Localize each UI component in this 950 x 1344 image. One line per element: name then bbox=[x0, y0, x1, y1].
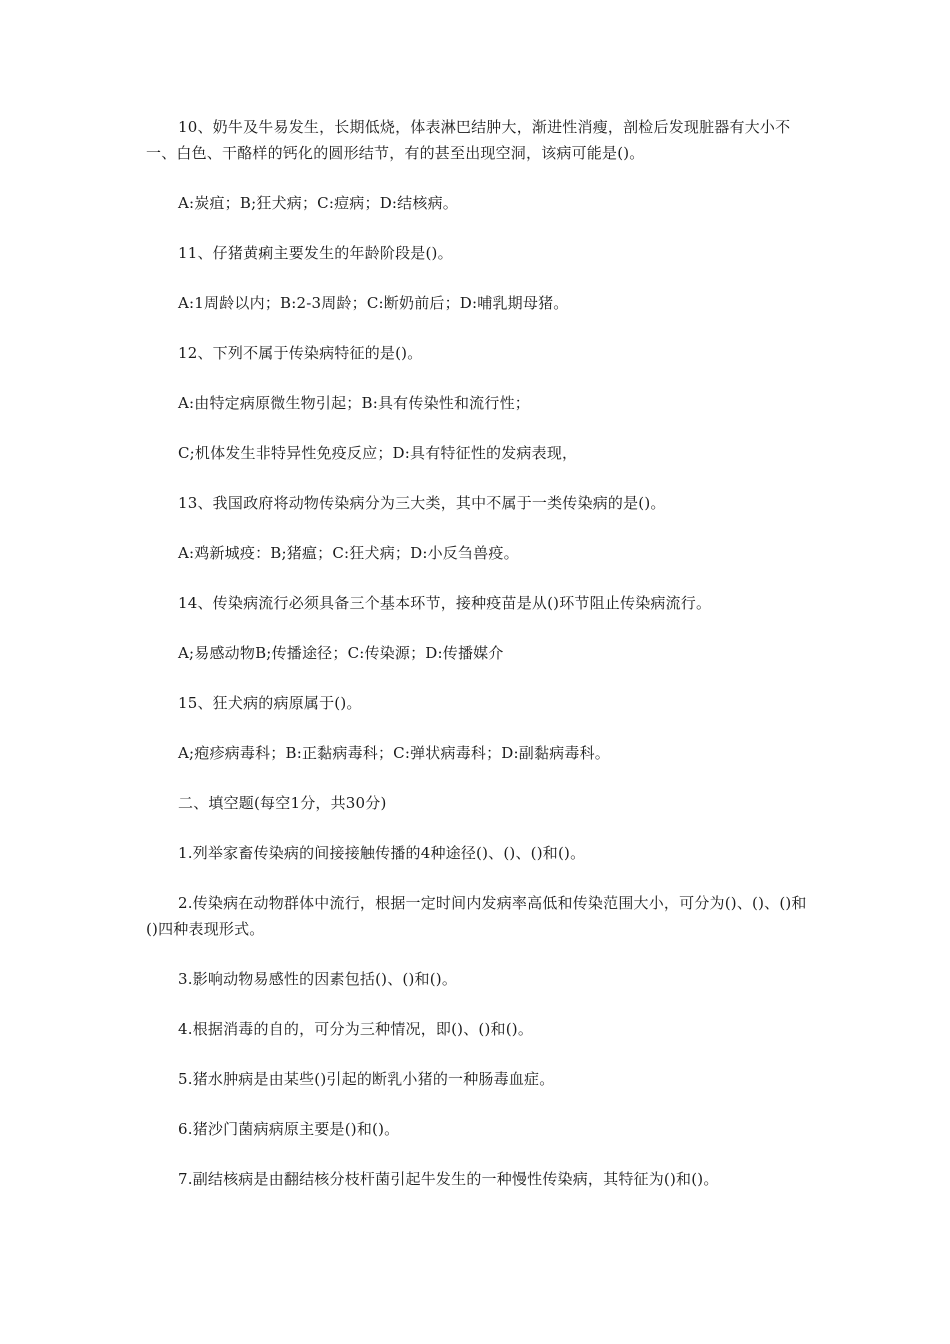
question-12-options-cd: C;机体发生非特异性免疫反应；D:具有特征性的发病表现， bbox=[178, 444, 578, 462]
question-12-stem: 12、下列不属于传染病特征的是()。 bbox=[178, 344, 423, 362]
question-10-stem: 10、奶牛及牛易发生，长期低烧，体表淋巴结肿大，渐进性消瘦，剖检后发现脏器有大小不一、白色、干酪样的钙化的圆形结节，有的甚至出现空洞，该病可能是()。 bbox=[146, 118, 791, 162]
question-15-options: A;疱疹病毒科；B:正黏病毒科；C:弹状病毒科；D:副黏病毒科。 bbox=[178, 744, 610, 762]
question-14-options: A;易感动物B;传播途径；C:传染源；D:传播媒介 bbox=[178, 644, 504, 662]
question-13-stem: 13、我国政府将动物传染病分为三大类，其中不属于一类传染病的是()。 bbox=[178, 494, 666, 512]
fill-in-question-4: 4.根据消毒的自的，可分为三种情况，即()、()和()。 bbox=[178, 1020, 534, 1038]
question-10-options: A:炭疽；B;狂犬病；C:痘病；D:结核病。 bbox=[178, 194, 458, 212]
question-11-options: A:1周龄以内；B:2-3周龄；C:断奶前后；D:哺乳期母猪。 bbox=[178, 294, 569, 312]
section-heading-fill-in: 二、填空题(每空1分，共30分) bbox=[178, 794, 387, 812]
fill-in-question-2: 2.传染病在动物群体中流行，根据一定时间内发病率高低和传染范围大小，可分为()、()、()和()四种表现形式。 bbox=[146, 894, 807, 938]
question-11-stem: 11、仔猪黄痢主要发生的年龄阶段是()。 bbox=[178, 244, 453, 262]
question-12-options-ab: A:由特定病原微生物引起；B:具有传染性和流行性； bbox=[178, 394, 530, 412]
document-body bbox=[146, 114, 810, 1216]
fill-in-question-3: 3.影响动物易感性的因素包括()、()和()。 bbox=[178, 970, 458, 988]
question-15-stem: 15、狂犬病的病原属于()。 bbox=[178, 694, 362, 712]
question-14-stem: 14、传染病流行必须具备三个基本环节，接种疫苗是从()环节阻止传染病流行。 bbox=[178, 594, 712, 612]
fill-in-question-7: 7.副结核病是由翻结核分枝杆菌引起牛发生的一种慢性传染病，其特征为()和()。 bbox=[178, 1170, 719, 1188]
fill-in-question-5: 5.猪水肿病是由某些()引起的断乳小猪的一种肠毒血症。 bbox=[178, 1070, 555, 1088]
question-13-options: A:鸡新城疫：B;猪瘟；C:狂犬病；D:小反刍兽疫。 bbox=[178, 544, 519, 562]
fill-in-question-1: 1.列举家畜传染病的间接接触传播的4种途径()、()、()和()。 bbox=[178, 844, 586, 862]
fill-in-question-6: 6.猪沙门菌病病原主要是()和()。 bbox=[178, 1120, 400, 1138]
